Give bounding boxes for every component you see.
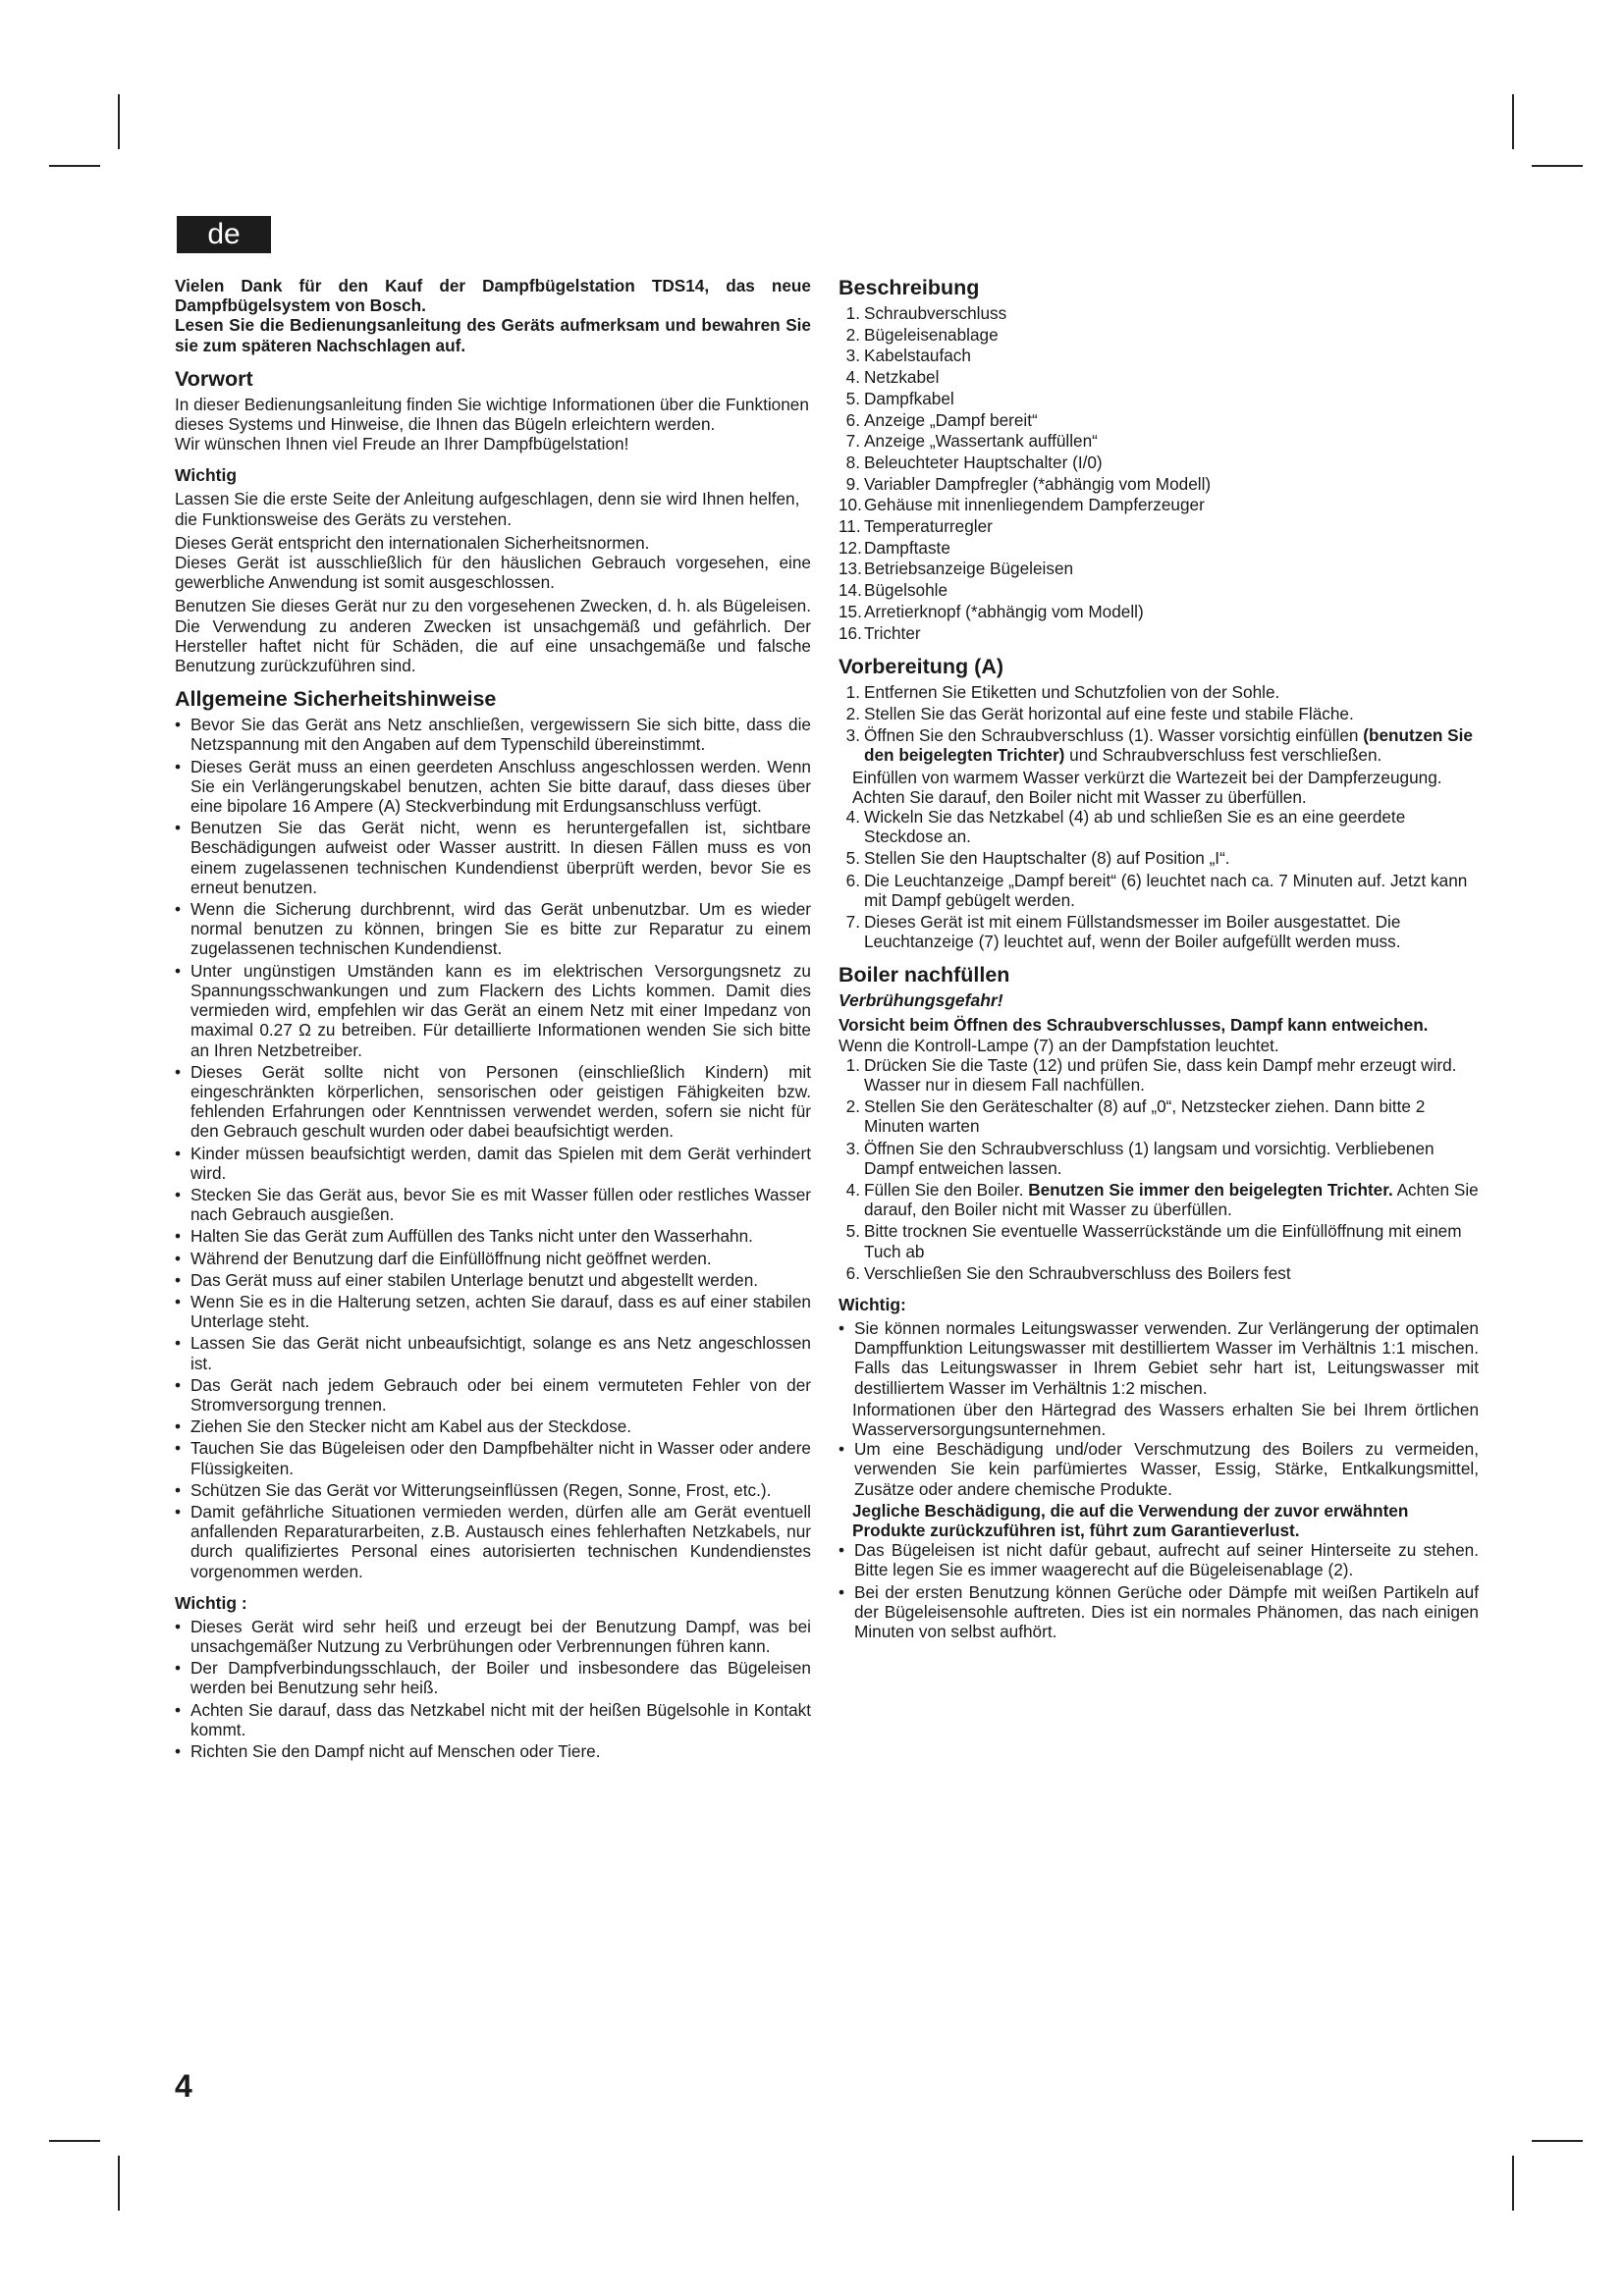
list-item: 13. Betriebsanzeige Bügeleisen xyxy=(839,559,1074,579)
list-item: 1. Entfernen Sie Etiketten und Schutzfolien von der Sohle. xyxy=(845,681,1280,702)
list-item: • Das Gerät muss auf einer stabilen Unterlage benutzt und abgestellt werden. xyxy=(175,1269,759,1290)
crop-mark xyxy=(49,165,100,167)
list-item: 6. Verschließen Sie den Schraubverschluss des Boilers fest xyxy=(845,1262,1291,1283)
list-item: • Kinder müssen beaufsichtigt werden, damit das Spielen mit dem Gerät verhindert wird. xyxy=(175,1143,811,1183)
list-item: 10. Gehäuse mit innenliegendem Dampferzeuger xyxy=(839,495,1205,515)
section-title-vorbereitung: Vorbereitung (A) xyxy=(839,654,1004,678)
scald-warning: Verbrühungsgefahr! xyxy=(839,990,1003,1011)
warranty-note: Jegliche Beschädigung, die auf die Verwendung der zuvor erwähnten Produkte zurückzuführen ist, führt zum Garantieverlust. xyxy=(852,1500,1409,1541)
crop-mark xyxy=(49,2140,100,2142)
wichtig-list xyxy=(175,1617,811,1761)
list-item: 3. Öffnen Sie den Schraubverschluss (1) langsam und vorsichtig. Verbliebenen Dampf entweichen lassen. xyxy=(845,1138,1435,1178)
list-item: 7. Dieses Gerät ist mit einem Füllstandsmesser im Boiler ausgestattet. Die Leuchtanzeige (7) leuchtet auf, wenn der Boiler aufgefüllt werden muss. xyxy=(845,911,1401,952)
list-item: • Halten Sie das Gerät zum Auffüllen des Tanks nicht unter den Wasserhahn. xyxy=(175,1226,753,1247)
wichtig-list-right xyxy=(839,1439,1479,1499)
list-item: • Achten Sie darauf, dass das Netzkabel nicht mit der heißen Bügelsohle in Kontakt kommt. xyxy=(175,1699,811,1739)
list-item: • Dieses Gerät muss an einen geerdeten Anschluss angeschlossen werden. Wenn Sie ein Verlängerungskabel benutzen, achten Sie bitte darauf, dass dieses über eine bipolare 16 Ampere (A) Steckverbindung mit Erdungsanschluss verfügt. xyxy=(175,756,811,817)
list-item: 15. Arretierknopf (*abhängig vom Modell) xyxy=(839,601,1144,621)
list-item: 3. Öffnen Sie den Schraubverschluss (1). Wasser vorsichtig einfüllen (benutzen Sie den beigelegten Trichter) und Schraubverschluss fest verschließen. xyxy=(845,725,1473,766)
wichtig-paragraph: Lassen Sie die erste Seite der Anleitung aufgeschlagen, denn sie wird Ihnen helfen, die Funktionsweise des Geräts zu verstehen. xyxy=(175,489,800,529)
list-item: 6. Anzeige „Dampf bereit“ xyxy=(845,409,1038,430)
crop-mark xyxy=(1512,94,1514,149)
list-item: 5. Stellen Sie den Hauptschalter (8) auf Position „I“. xyxy=(845,848,1230,869)
caution-text: Vorsicht beim Öffnen des Schraubverschlusses, Dampf kann entweichen. xyxy=(839,1015,1429,1036)
list-item: • Bevor Sie das Gerät ans Netz anschließen, vergewissern Sie sich bitte, dass die Netzspannung mit den Angaben auf dem Typenschild übereinstimmt. xyxy=(175,715,811,755)
list-item: 7. Anzeige „Wassertank auffüllen“ xyxy=(845,431,1098,452)
vorwort-paragraph: In dieser Bedienungsanleitung finden Sie wichtige Informationen über die Funktionen dieses Systems und Hinweise, die Ihnen das Bügeln erleichtern werden. xyxy=(175,394,809,435)
crop-mark xyxy=(118,94,120,149)
section-title-vorwort: Vorwort xyxy=(175,366,253,391)
vorwort-paragraph: Wir wünschen Ihnen viel Freude an Ihrer Dampfbügelstation! xyxy=(175,434,629,454)
preparation-list xyxy=(839,682,1479,766)
wichtig-list-right xyxy=(839,1540,1479,1641)
safety-list xyxy=(175,715,811,1581)
list-item: 8. Beleuchteter Hauptschalter (I/0) xyxy=(845,452,1103,472)
left-column xyxy=(175,276,811,1763)
list-item: • Ziehen Sie den Stecker nicht am Kabel aus der Steckdose. xyxy=(175,1416,632,1437)
crop-mark xyxy=(1532,2140,1583,2142)
section-title-boiler: Boiler nachfüllen xyxy=(839,963,1010,988)
list-item: • Bei der ersten Benutzung können Gerüche oder Dämpfe mit weißen Partikeln auf der Bügeleisensohle auftreten. Dies ist ein normales Phänomen, das nach einigen Minuten von selbst aufhört. xyxy=(839,1581,1479,1642)
section-title-wichtig-right: Wichtig: xyxy=(839,1295,906,1315)
list-item: 2. Stellen Sie das Gerät horizontal auf eine feste und stabile Fläche. xyxy=(845,703,1354,723)
list-item: • Während der Benutzung darf die Einfüllöffnung nicht geöffnet werden. xyxy=(175,1248,712,1268)
crop-mark xyxy=(1512,2156,1514,2211)
list-item: 4. Netzkabel xyxy=(845,367,940,388)
list-item: • Das Bügeleisen ist nicht dafür gebaut, aufrecht auf seiner Hinterseite zu stehen. Bitte legen Sie es immer waagerecht auf die Bügeleisenablage (2). xyxy=(839,1540,1479,1580)
wichtig-paragraph: Dieses Gerät ist ausschließlich für den häuslichen Gebrauch vorgesehen, eine gewerbliche Anwendung ist somit ausgeschlossen. xyxy=(175,553,811,593)
boiler-intro: Wenn die Kontroll-Lampe (7) an der Dampfstation leuchtet. xyxy=(839,1035,1279,1055)
language-badge: de xyxy=(177,216,271,253)
list-item: • Dieses Gerät sollte nicht von Personen (einschließlich Kindern) mit eingeschränkten körperlichen, sensorischen oder geistigen Fähigkeiten bzw. fehlenden Erfahrungen oder Kenntnissen verwendet werden, sofern sie nicht für den Gebrauch geschult wurden oder dabei beaufsichtigt werden. xyxy=(175,1061,811,1142)
list-item: 5. Dampfkabel xyxy=(845,388,954,408)
list-item: 1. Schraubverschluss xyxy=(845,303,1007,323)
list-item: 2. Stellen Sie den Geräteschalter (8) auf „0“, Netzstecker ziehen. Dann bitte 2 Minuten warten xyxy=(845,1096,1426,1137)
list-item: • Damit gefährliche Situationen vermieden werden, dürfen alle am Gerät eventuell anfallenden Reparaturarbeiten, z.B. Austausch eines fehlerhaften Netzkabels, nur durch qualifiziertes Personal eines autorisierten technischen Kundendienstes vorgenommen werden. xyxy=(175,1501,811,1581)
list-item: • Sie können normales Leitungswasser verwenden. Zur Verlängerung der optimalen Dampffunktion Leitungswasser mit destilliertem Wasser im Verhältnis 1:1 mischen. Falls das Leitungswasser in Ihrem Gebiet sehr hart ist, Leitungswasser mit destilliertem Wasser im Verhältnis 1:2 mischen. xyxy=(839,1318,1479,1398)
intro-thanks: Vielen Dank für den Kauf der Dampfbügelstation TDS14, das neue Dampfbügelsystem von Bosch. xyxy=(175,276,811,316)
list-item: • Wenn Sie es in die Halterung setzen, achten Sie darauf, dass es auf einer stabilen Unterlage steht. xyxy=(175,1291,811,1332)
section-title-beschreibung: Beschreibung xyxy=(839,276,980,299)
list-item: 4. Füllen Sie den Boiler. Benutzen Sie immer den beigelegten Trichter. Achten Sie darauf, den Boiler nicht mit Wasser zu überfüllen. xyxy=(845,1180,1479,1220)
list-item: • Das Gerät nach jedem Gebrauch oder bei einem vermuteten Fehler von der Stromversorgung trennen. xyxy=(175,1374,811,1415)
list-item: • Um eine Beschädigung und/oder Verschmutzung des Boilers zu vermeiden, verwenden Sie kein parfümiertes Wasser, Essig, Stärke, Entkalkungsmittel, Zusätze oder andere chemische Produkte. xyxy=(839,1439,1479,1499)
list-item: • Benutzen Sie das Gerät nicht, wenn es heruntergefallen ist, sichtbare Beschädigungen aufweist oder Wasser austritt. In diesen Fällen muss es von einem zugelassenen technischen Kundendienst überprüft werden, bevor Sie es erneut benutzen. xyxy=(175,818,811,897)
list-item: 11. Temperaturregler xyxy=(839,516,993,537)
list-item: 1. Drücken Sie die Taste (12) und prüfen Sie, dass kein Dampf mehr erzeugt wird. Wasser nur in diesem Fall nachfüllen. xyxy=(845,1054,1457,1095)
refill-list xyxy=(839,1055,1479,1283)
list-item: 16. Trichter xyxy=(839,622,921,643)
list-item: • Unter ungünstigen Umständen kann es im elektrischen Versorgungsnetz zu Spannungsschwankungen und zum Flackern des Lichts kommen. Damit dies vermieden wird, empfehlen wir das Gerät an einem Netz mit einer Impedanz von maximal 0.27 Ω zu betreiben. Für detaillierte Informationen wenden Sie sich bitte an Ihren Netzbetreiber. xyxy=(175,960,811,1060)
list-item: 12. Dampftaste xyxy=(839,537,950,558)
wichtig-list-right xyxy=(839,1318,1479,1398)
parts-list xyxy=(839,303,1479,643)
list-item: • Richten Sie den Dampf nicht auf Menschen oder Tiere. xyxy=(175,1741,601,1761)
list-item: 4. Wickeln Sie das Netzkabel (4) ab und schließen Sie es an eine geerdete Steckdose an. xyxy=(845,806,1406,847)
preparation-note: Achten Sie darauf, den Boiler nicht mit Wasser zu überfüllen. xyxy=(852,786,1307,807)
crop-mark xyxy=(1532,165,1583,167)
list-item: 9. Variabler Dampfregler (*abhängig vom Modell) xyxy=(845,473,1212,494)
page-number: 4 xyxy=(175,2068,192,2104)
list-item: 2. Bügeleisenablage xyxy=(845,324,999,345)
section-title-safety: Allgemeine Sicherheitshinweise xyxy=(175,687,497,712)
section-title-wichtig-2: Wichtig : xyxy=(175,1592,247,1613)
list-item: • Dieses Gerät wird sehr heiß und erzeugt bei der Benutzung Dampf, was bei unsachgemäßer Nutzung zu Verbrühungen oder Verbrennungen führen kann. xyxy=(175,1616,811,1656)
list-item: 14. Bügelsohle xyxy=(839,580,948,601)
list-item: • Stecken Sie das Gerät aus, bevor Sie es mit Wasser füllen oder restliches Wasser nach Gebrauch ausgießen. xyxy=(175,1184,811,1225)
wichtig-paragraph: Benutzen Sie dieses Gerät nur zu den vorgesehenen Zwecken, d. h. als Bügeleisen. Die Verwendung zu anderen Zwecken ist unsachgemäß und gefährlich. Der Hersteller haftet nicht für Schäden, die auf eine unsachgemäße und falsche Benutzung zurückzuführen sind. xyxy=(175,596,811,676)
intro-read-manual: Lesen Sie die Bedienungsanleitung des Geräts aufmerksam und bewahren Sie sie zum späteren Nachschlagen auf. xyxy=(175,315,811,355)
list-item: • Wenn die Sicherung durchbrennt, wird das Gerät unbenutzbar. Um es wieder normal benutzen zu können, bringen Sie es bitte zur Reparatur zu einem zugelassenen technischen Kundendienst. xyxy=(175,899,811,959)
preparation-note: Einfüllen von warmem Wasser verkürzt die Wartezeit bei der Dampferzeugung. xyxy=(852,767,1442,787)
wichtig-paragraph: Dieses Gerät entspricht den internationalen Sicherheitsnormen. xyxy=(175,532,650,553)
list-item: • Tauchen Sie das Bügeleisen oder den Dampfbehälter nicht in Wasser oder andere Flüssigkeiten. xyxy=(175,1438,811,1478)
list-item: • Der Dampfverbindungsschlauch, der Boiler und insbesondere das Bügeleisen werden bei Benutzung sehr heiß. xyxy=(175,1658,811,1698)
preparation-list-continued xyxy=(839,807,1479,951)
list-item: • Schützen Sie das Gerät vor Witterungseinflüssen (Regen, Sonne, Frost, etc.). xyxy=(175,1479,772,1500)
wichtig-note: Informationen über den Härtegrad des Wassers erhalten Sie bei Ihrem örtlichen Wasserversorgungsunternehmen. xyxy=(852,1399,1479,1440)
list-item: 3. Kabelstaufach xyxy=(845,346,971,366)
crop-mark xyxy=(118,2156,120,2211)
right-column xyxy=(839,276,1479,1643)
list-item: 5. Bitte trocknen Sie eventuelle Wasserrückstände um die Einfüllöffnung mit einem Tuch ab xyxy=(845,1221,1462,1261)
list-item: 6. Die Leuchtanzeige „Dampf bereit“ (6) leuchtet nach ca. 7 Minuten auf. Jetzt kann mit Dampf gebügelt werden. xyxy=(845,870,1468,910)
list-item: • Lassen Sie das Gerät nicht unbeaufsichtigt, solange es ans Netz angeschlossen ist. xyxy=(175,1333,811,1373)
section-title-wichtig: Wichtig xyxy=(175,465,238,486)
